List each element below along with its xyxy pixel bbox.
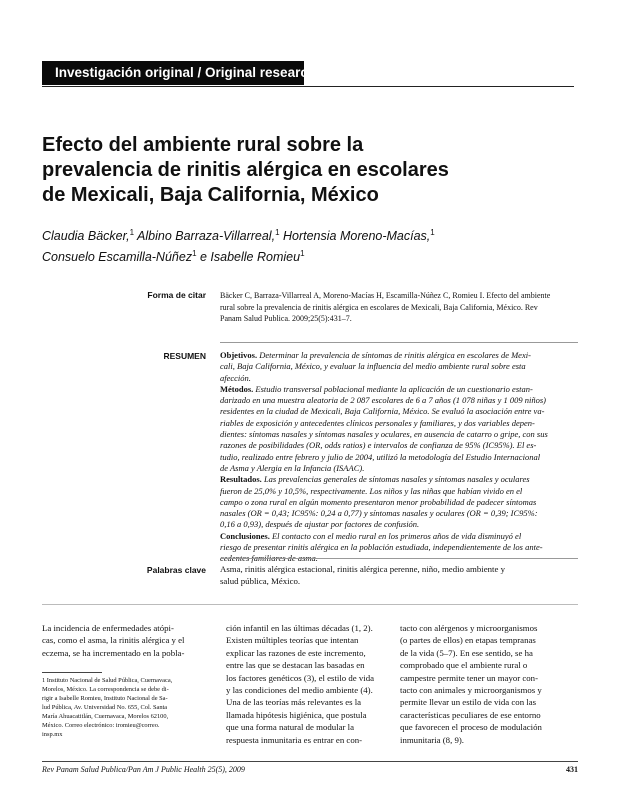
abstract-text: Las prevalencias generales de síntomas nasales y síntomas nasales y oculares bbox=[261, 474, 530, 485]
body-text-line: entre las que se destacan las basadas en bbox=[226, 660, 365, 671]
body-text-line: explicar las razones de este incremento, bbox=[226, 647, 366, 658]
affiliation-marker: 1 bbox=[300, 249, 305, 258]
abstract-text: Determinar la prevalencia de síntomas de rinitis alérgica en escolares de Mexi- bbox=[257, 350, 531, 360]
body-text-line: Una de las teorías más relevantes es la bbox=[226, 697, 362, 708]
body-text-line: características peculiares de ese entorno bbox=[400, 709, 541, 720]
abstract-line bbox=[220, 429, 578, 440]
affiliation-marker: 1 bbox=[129, 228, 135, 237]
keywords-block bbox=[220, 563, 578, 587]
body-text-line: ción infantil en las últimas décadas (1, 2). bbox=[226, 623, 373, 633]
body-text-line: de la vida (5–7). En ese sentido, se ha bbox=[400, 647, 533, 658]
abstract-text: nasales (OR = 0,43; IC95%: 0,24 a 0,77) y síntomas nasales y oculares (OR = 0,39; IC95%: bbox=[220, 508, 538, 519]
body-column-2 bbox=[226, 622, 386, 746]
body-text-line: Existen múltiples teorías que intentan bbox=[226, 635, 359, 646]
affiliation-marker: 1 bbox=[275, 228, 280, 237]
abstract-text: cali, Baja California, México, y evaluar la influencia del medio ambiente rural sobre esta bbox=[220, 361, 526, 372]
abstract-section-head: Conclusiones. bbox=[220, 530, 270, 541]
section-banner-text: Investigación original / Original research bbox=[55, 65, 317, 80]
abstract-text: razones de posibilidades (OR, odds ratios) e intervalos de confianza de 95% (IC95%). El es- bbox=[220, 440, 537, 451]
abstract-line bbox=[220, 440, 578, 451]
abstract-text: 0,16 a 0,93), después de ajustar por factores de confusión. bbox=[220, 519, 420, 530]
abstract-line bbox=[220, 384, 578, 395]
body-text-line: tacto con animales y microorganismos y bbox=[400, 684, 542, 695]
abstract-line bbox=[220, 486, 578, 497]
page-number: 431 bbox=[566, 765, 578, 774]
abstract-line bbox=[220, 497, 578, 508]
abstract-line bbox=[220, 361, 578, 372]
abstract-text: riables de exposición y antecedentes clínicos personales y familiares, y dos variables depen- bbox=[220, 417, 535, 428]
abstract-line bbox=[220, 531, 578, 542]
body-text-line: inmunitaria (8, 9). bbox=[400, 734, 465, 745]
abstract-line bbox=[220, 395, 578, 406]
body-text-line: que una forma natural de modular la bbox=[226, 722, 354, 733]
author-list bbox=[42, 224, 582, 266]
author-name: Hortensia Moreno-Macías, bbox=[279, 229, 431, 243]
body-text-line: que favorecen el proceso de modulación bbox=[400, 722, 542, 733]
affiliation-marker: 1 bbox=[192, 249, 197, 258]
abstract-label: RESUMEN bbox=[163, 351, 206, 361]
abstract-text: fueron de 25,0% y 10,5%, respectivamente. Los niños y las niñas que habían vivido en el bbox=[220, 485, 523, 496]
abstract-line bbox=[220, 452, 578, 463]
journal-footer: Rev Panam Salud Publica/Pan Am J Public Health 25(5), 2009 bbox=[42, 765, 245, 774]
body-text-line: y las condiciones del medio ambiente (4). bbox=[226, 684, 373, 695]
footnote-line: México. Correo electrónico: iromieu@correo. bbox=[42, 722, 160, 729]
cite-label: Forma de citar bbox=[147, 290, 206, 300]
affiliation-marker: 1 bbox=[430, 228, 435, 237]
abstract-text: campo o zona rural en algún momento presentaron menor probabilidad de padecer síntomas bbox=[220, 496, 537, 507]
citation-line: Panam Salud Publica. 2009;25(5):431–7. bbox=[220, 314, 352, 323]
body-text-line: campestre permite tener un mayor con- bbox=[400, 672, 539, 683]
abstract-line bbox=[220, 474, 578, 485]
abstract-text: afección. bbox=[220, 372, 251, 383]
abstract-line bbox=[220, 418, 578, 429]
footnote-line: María Ahuacatitlán, Cuernavaca, Morelos 62100, bbox=[42, 713, 169, 720]
abstract-text: tudio, realizado entre febrero y julio de 2004, utilizó la metodología del Estudio Internacional bbox=[220, 451, 541, 462]
author-line bbox=[42, 224, 582, 245]
abstract-section-head: Resultados. bbox=[220, 474, 262, 485]
footnote-line: lud Pública, Av. Universidad No. 655, Col. Santa bbox=[42, 704, 168, 711]
body-text-line: cas, como el asma, la rinitis alérgica y el bbox=[42, 635, 185, 646]
citation-line: Bäcker C, Barraza-Villarreal A, Moreno-Macías H, Escamilla-Núñez C, Romieu I. Efecto del ambiente bbox=[220, 291, 551, 300]
abstract-block bbox=[220, 350, 578, 565]
abstract-text: dientes: síntomas nasales y síntomas nasales y oculares, en ausencia de catarro o gripe, con sus bbox=[220, 429, 548, 440]
abstract-line bbox=[220, 519, 578, 530]
body-text-line: llamada hipótesis higiénica, que postula bbox=[226, 709, 367, 720]
body-text-line: La incidencia de enfermedades atópi- bbox=[42, 623, 174, 633]
body-column-1 bbox=[42, 622, 202, 659]
article-title bbox=[42, 133, 582, 208]
author-name: Consuelo Escamilla-Núñez bbox=[42, 250, 193, 264]
abstract-line bbox=[220, 350, 578, 361]
author-name: Claudia Bäcker, bbox=[42, 229, 130, 243]
footer-rule bbox=[42, 761, 578, 762]
footnote-line: 1 Instituto Nacional de Salud Pública, Cuernavaca, bbox=[42, 677, 173, 684]
abstract-line bbox=[220, 406, 578, 417]
body-text-line: comprobado que el ambiente rural o bbox=[400, 660, 528, 671]
keywords-line: salud pública, México. bbox=[220, 576, 301, 586]
footnote-rule bbox=[42, 672, 102, 673]
abstract-section-head: Objetivos. bbox=[220, 350, 258, 360]
keywords-label: Palabras clave bbox=[146, 565, 206, 575]
abstract-line bbox=[220, 373, 578, 384]
title-line: prevalencia de rinitis alérgica en escolares bbox=[42, 159, 449, 181]
footnote-line: Morelos, México. La correspondencia se debe di- bbox=[42, 686, 169, 693]
abstract-text: Estudio transversal poblacional mediante la aplicación de un cuestionario estan- bbox=[253, 383, 533, 394]
citation-block bbox=[220, 290, 578, 325]
abstract-line bbox=[220, 463, 578, 474]
abstract-text: cedentes familiares de asma. bbox=[220, 553, 318, 564]
affiliation-footnote bbox=[42, 676, 204, 739]
author-name: e Isabelle Romieu bbox=[196, 250, 301, 264]
abstract-line bbox=[220, 508, 578, 519]
abstract-rule bbox=[220, 342, 578, 343]
abstract-text: residentes en la ciudad de Mexicali, Baja California, México. Se evaluó la asociación entre va- bbox=[220, 406, 545, 417]
title-line: de Mexicali, Baja California, México bbox=[42, 184, 379, 206]
body-text-line: permite llevar un estilo de vida con las bbox=[400, 697, 537, 708]
header-rule bbox=[42, 86, 574, 87]
author-name: Albino Barraza-Villarreal, bbox=[134, 229, 276, 243]
title-line: Efecto del ambiente rural sobre la bbox=[42, 134, 364, 156]
keywords-line: Asma, rinitis alérgica estacional, rinitis alérgica perenne, niño, medio ambiente y bbox=[220, 564, 505, 574]
body-text-line: los factores genéticos (3), el estilo de vida bbox=[226, 672, 375, 683]
keywords-rule bbox=[220, 558, 578, 559]
citation-line: rural sobre la prevalencia de rinitis alérgica en escolares de Mexicali, Baja California, México. Rev bbox=[220, 302, 538, 312]
body-column-3 bbox=[400, 622, 560, 746]
footnote-line: insp.mx bbox=[42, 731, 63, 738]
abstract-text: darizado en una muestra aleatoria de 2 087 escolares de 6 a 7 años (1 078 niñas y 1 009 niños) bbox=[220, 395, 546, 406]
body-rule bbox=[42, 604, 578, 605]
body-text-line: (o partes de ellos) en etapas tempranas bbox=[400, 635, 536, 646]
body-text-line: eczema, se ha incrementado en la pobla- bbox=[42, 647, 185, 658]
abstract-text: de Asma y Alergia en la Infancia (ISAAC). bbox=[220, 462, 365, 473]
abstract-line bbox=[220, 542, 578, 553]
author-line bbox=[42, 245, 582, 266]
footnote-line: rigir a Isabelle Romieu, Instituto Nacional de Sa- bbox=[42, 695, 168, 702]
body-text-line: respuesta inmunitaria es entrar en con- bbox=[226, 734, 363, 745]
body-text-line: tacto con alérgenos y microorganismos bbox=[400, 623, 538, 633]
abstract-text: El contacto con el medio rural en los primeros años de vida disminuyó el bbox=[269, 530, 522, 541]
abstract-text: riesgo de presentar rinitis alérgica en la población estudiada, independientemente de los ante- bbox=[220, 542, 543, 553]
section-banner bbox=[42, 61, 317, 85]
abstract-section-head: Métodos. bbox=[220, 383, 254, 394]
